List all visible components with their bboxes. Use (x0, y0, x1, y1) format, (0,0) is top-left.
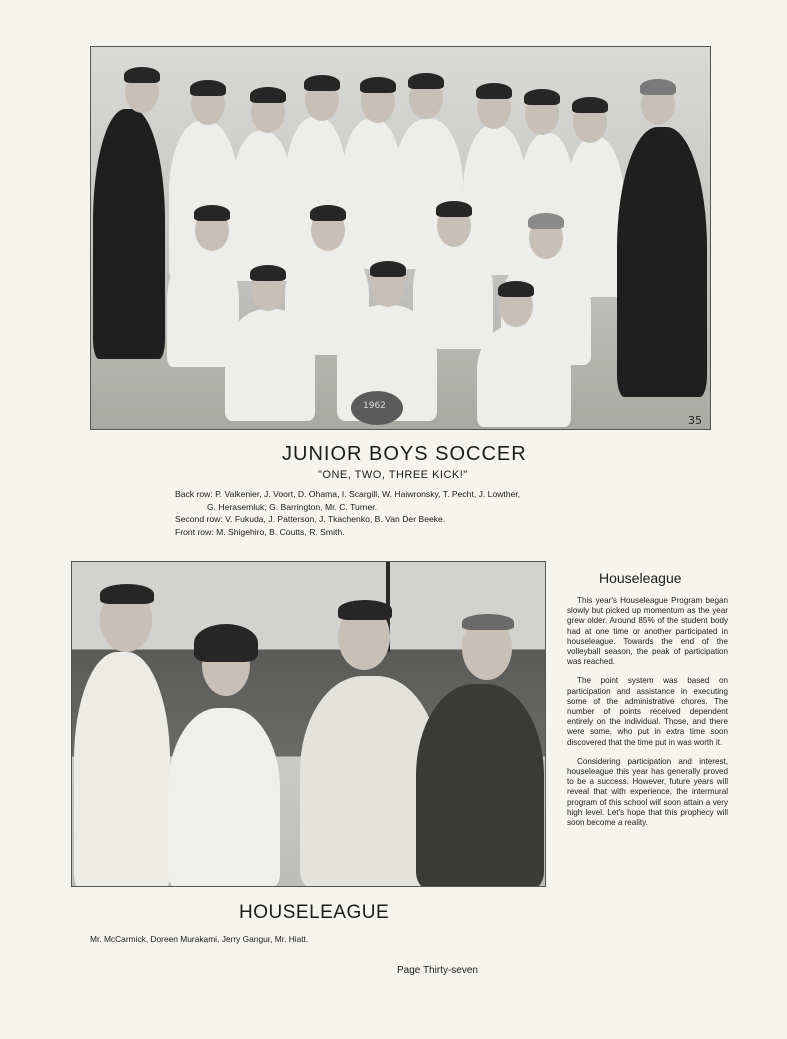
player-figure (225, 309, 315, 421)
person-figure (168, 708, 280, 887)
player-hair (524, 89, 560, 105)
soccer-ball (351, 391, 403, 425)
second-row-caption: Second row: V. Fukuda, J. Patterson, J. Tkachenko, B. Van Der Beeke. (175, 514, 446, 525)
player-hair (572, 97, 608, 113)
person-hair (338, 600, 392, 620)
soccer-captions (175, 488, 520, 538)
player-figure (93, 109, 165, 359)
player-hair (476, 83, 512, 99)
coach-figure (617, 127, 707, 397)
player-hair (360, 77, 396, 93)
team-photo (90, 46, 711, 430)
houseleague-caption: Mr. McCarmick, Doreen Murakami, Jerry Gangur, Mr. Hiatt. (90, 934, 309, 944)
player-hair (528, 213, 564, 229)
page-number: Page Thirty-seven (397, 965, 478, 976)
player-hair (370, 261, 406, 277)
person-figure (74, 652, 170, 887)
player-figure (231, 131, 293, 281)
player-hair (408, 73, 444, 89)
person-hair (100, 584, 154, 604)
player-hair (436, 201, 472, 217)
article-paragraph: This year's Houseleague Program began slowly but picked up momentum as the year grew older. Around 85% of the student body had at one time or another participated in houseleague. Towards the end of the volleyball season, the peak of participation was reached. (567, 596, 728, 667)
back-row-caption: Back row: P. Valkenier, J. Voort, D. Ohama, I. Scargill, W. Haiwronsky, T. Pecht, J. Lowther, (175, 489, 521, 499)
soccer-subtitle: "ONE, TWO, THREE KICK!" (318, 469, 468, 481)
person-hair (462, 614, 514, 630)
back-row-caption-cont: G. Herasemluk, G. Barrington, Mr. C. Turner. (207, 501, 378, 512)
article-paragraph: The point system was based on participation and assistance in executing some of the administrative chores. The number of points received dependent entirely on the individual. Those, and there were some, who put in extra time soon discovered that the time put in was worth it. (567, 676, 728, 747)
houseleague-photo (71, 561, 546, 887)
person-figure (416, 684, 544, 887)
photo-number: 35 (688, 414, 702, 427)
person-hair (194, 624, 258, 662)
player-hair (250, 87, 286, 103)
article-paragraph: Considering participation and interest, houseleague this year has generally proved to be a success. However, future years will reveal that with experience, the intermural program of this school will soon attain a very high level. Let's hope that this prophecy will soon become a reality. (567, 756, 728, 828)
player-hair (498, 281, 534, 297)
front-row-caption: Front row: M. Shigehiro, B. Coutts, R. Smith. (175, 526, 345, 537)
player-hair (124, 67, 160, 83)
houseleague-side-title: Houseleague (599, 570, 682, 586)
player-figure (477, 323, 571, 427)
houseleague-title: HOUSELEAGUE (239, 902, 390, 923)
player-hair (194, 205, 230, 221)
player-hair (250, 265, 286, 281)
ball-text: 1962 (363, 401, 386, 411)
player-hair (310, 205, 346, 221)
coach-hair (640, 79, 676, 95)
soccer-title: JUNIOR BOYS SOCCER (282, 443, 527, 465)
houseleague-article (567, 596, 728, 837)
player-hair (190, 80, 226, 96)
player-hair (304, 75, 340, 91)
